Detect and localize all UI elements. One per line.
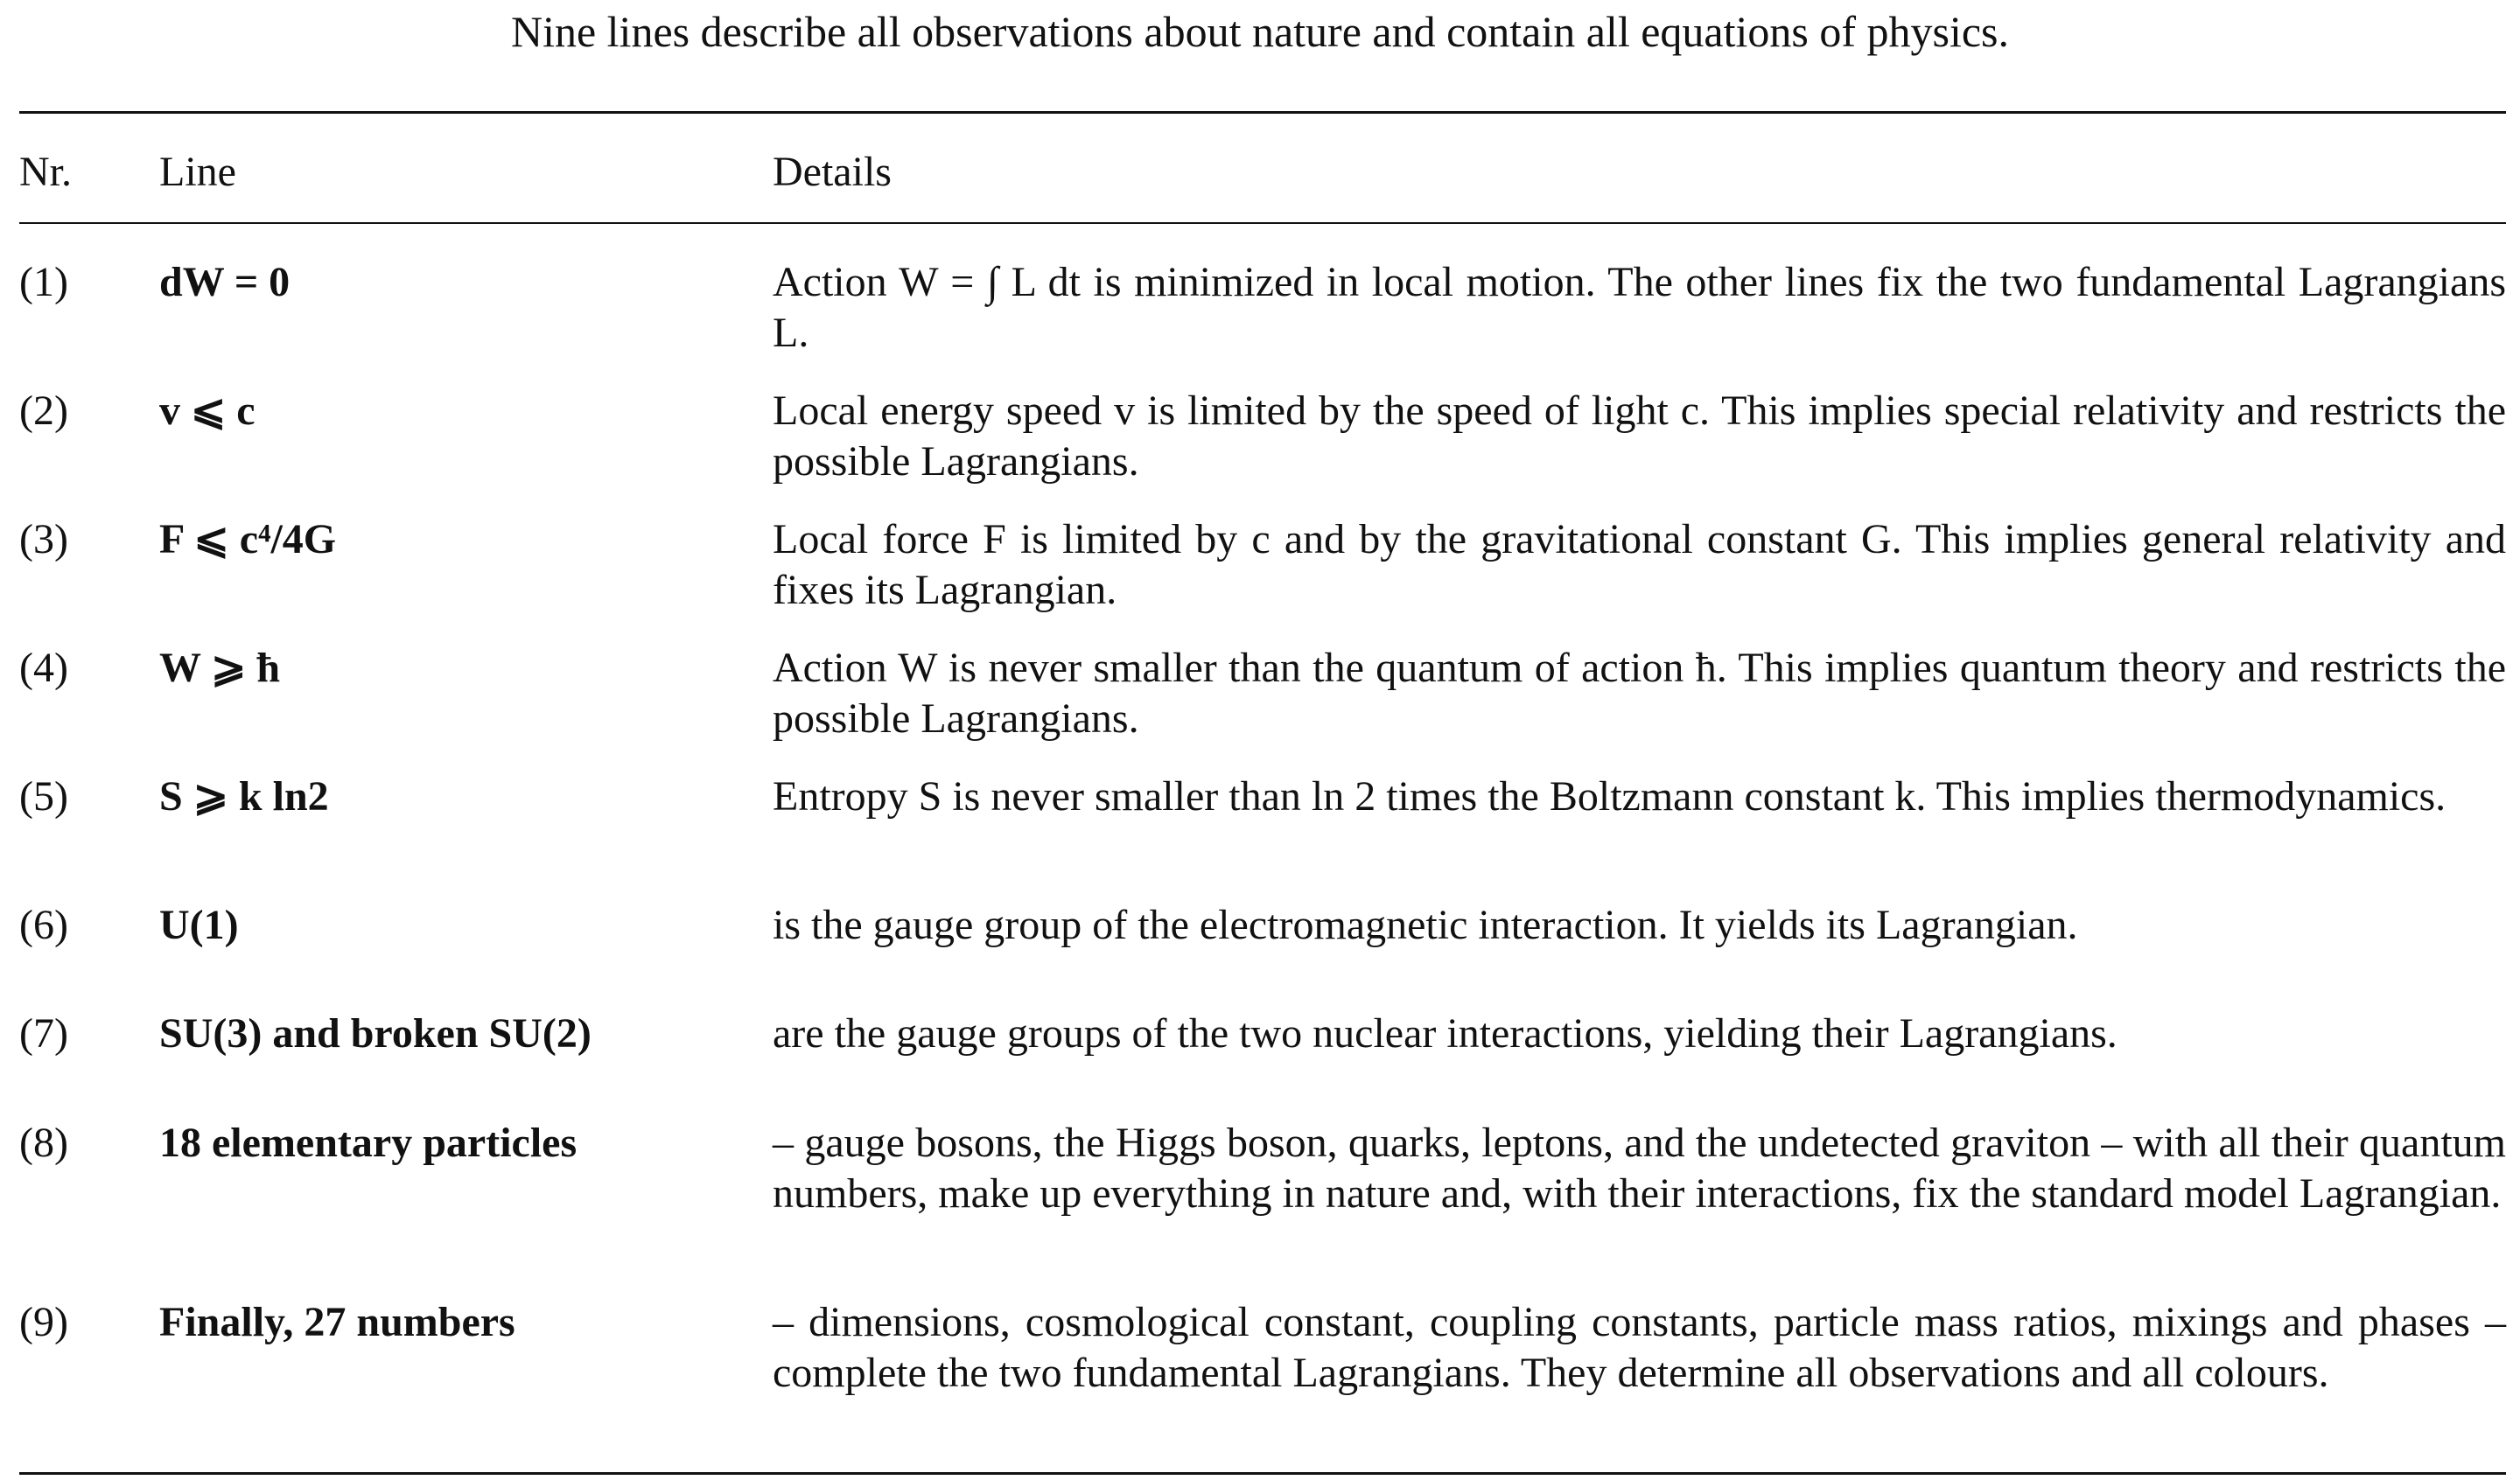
row-5-details: Entropy S is never smaller than ln 2 times the Boltzmann constant k. This implies thermodynamics. [773, 773, 2446, 820]
bottom-rule [19, 1472, 2506, 1475]
row-6-line: U(1) [159, 902, 239, 948]
table-caption: Nine lines describe all observations about nature and contain all equations of physics. [510, 7, 2010, 56]
row-9-nr: (9) [19, 1299, 68, 1345]
header-details: Details [773, 149, 892, 195]
row-9-line: Finally, 27 numbers [159, 1299, 515, 1345]
row-5-line: S ⩾ k ln2 [159, 773, 329, 820]
header-line: Line [159, 149, 236, 195]
row-8-nr: (8) [19, 1120, 68, 1166]
row-3-line: F ⩽ c⁴/4G [159, 516, 337, 562]
row-6-details: is the gauge group of the electromagnetic interaction. It yields its Lagrangian. [773, 902, 2078, 948]
row-5-nr: (5) [19, 773, 68, 820]
row-8-details: – gauge bosons, the Higgs boson, quarks, leptons, and the undetected graviton – with all their quantum numbers, make up everything in nature and, with their interactions, fix the standard model Lagrangian. [773, 1120, 2506, 1217]
row-2-details: Local energy speed v is limited by the speed of light c. This implies special relativity and restricts the possible Lagrangians. [773, 387, 2506, 485]
row-9-details: – dimensions, cosmological constant, coupling constants, particle mass ratios, mixings and phases – complete the two fundamental Lagrangians. They determine all observations and all colours. [773, 1299, 2506, 1396]
top-rule [19, 111, 2506, 114]
row-1-line: dW = 0 [159, 259, 290, 305]
row-3-nr: (3) [19, 516, 68, 562]
row-6-nr: (6) [19, 902, 68, 948]
row-1-nr: (1) [19, 259, 68, 305]
row-1-details: Action W = ∫ L dt is minimized in local motion. The other lines fix the two fundamental Lagrangians L. [773, 259, 2506, 356]
header-rule [19, 222, 2506, 224]
row-4-line: W ⩾ ħ [159, 645, 281, 691]
row-4-details: Action W is never smaller than the quantum of action ħ. This implies quantum theory and restricts the possible Lagrangians. [773, 645, 2506, 742]
row-7-nr: (7) [19, 1010, 68, 1057]
row-7-details: are the gauge groups of the two nuclear interactions, yielding their Lagrangians. [773, 1010, 2118, 1057]
row-2-nr: (2) [19, 387, 68, 434]
row-4-nr: (4) [19, 645, 68, 691]
row-8-line: 18 elementary particles [159, 1120, 578, 1166]
header-nr: Nr. [19, 149, 72, 195]
row-3-details: Local force F is limited by c and by the gravitational constant G. This implies general relativity and fixes its Lagrangian. [773, 516, 2506, 613]
row-2-line: v ⩽ c [159, 387, 256, 434]
row-7-line: SU(3) and broken SU(2) [159, 1010, 592, 1057]
